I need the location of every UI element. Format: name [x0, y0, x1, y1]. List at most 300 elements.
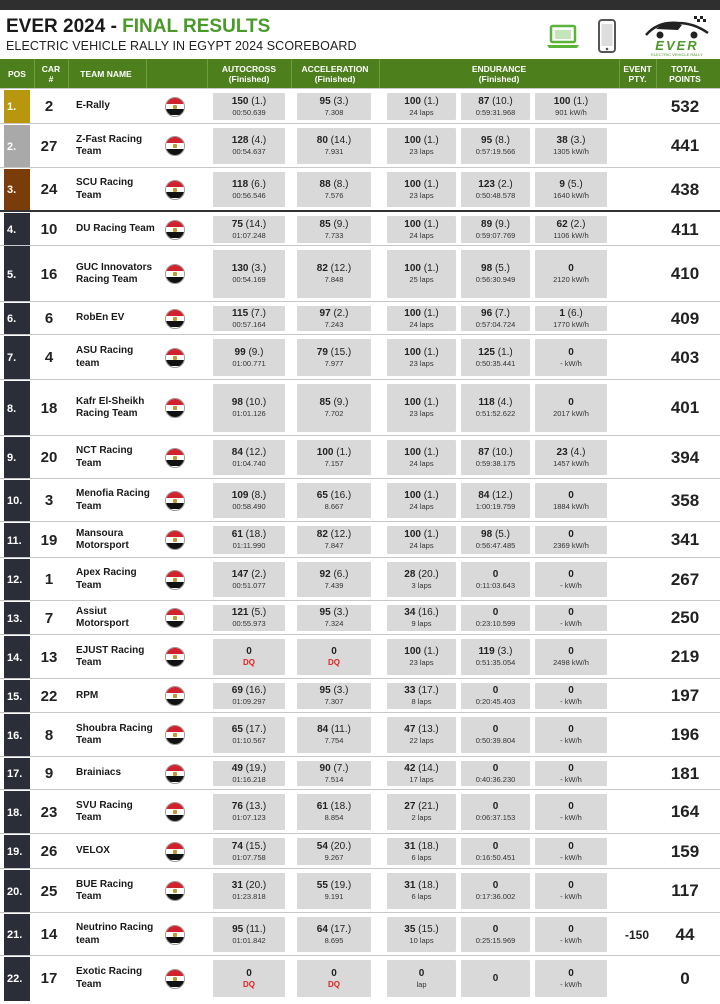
autocross-cell: [213, 838, 285, 865]
rank-value: (13.): [418, 724, 439, 735]
rank-value: (15.): [330, 346, 352, 358]
total-points: 441: [670, 136, 700, 155]
points-value: 0: [568, 967, 574, 979]
acceleration-cell-points: [297, 135, 371, 147]
rank-value: (19.): [330, 880, 352, 891]
table-row: [0, 334, 720, 380]
points-value: 0: [492, 762, 499, 774]
autocross-cell: [213, 605, 285, 631]
energy-cell-points: [535, 607, 607, 619]
car-number: 23: [40, 803, 58, 821]
event-penalty: [620, 212, 654, 247]
car-number: 14: [40, 926, 58, 943]
car-number: 13: [40, 648, 58, 666]
energy-cell-detail: - kW/h: [560, 852, 582, 862]
autocross-cell-detail: 00:57.164: [232, 319, 266, 329]
endurance-laps-cell: [387, 526, 456, 554]
energy-cell-points: [535, 880, 607, 892]
acceleration-cell-points: [297, 308, 371, 320]
energy-cell-detail: 2369 kW/h: [553, 541, 589, 550]
logo-subtext: ELECTRIC VEHICLE RALLY: [651, 52, 703, 57]
points-value: 31: [404, 840, 416, 852]
points-value: 85: [319, 218, 331, 230]
efficiency-time-cell-detail: 0:11:03.643: [475, 580, 516, 590]
table-row: [0, 833, 720, 869]
car-number: 7: [44, 609, 54, 627]
acceleration-cell-points: [297, 397, 371, 409]
autocross-cell: [213, 873, 285, 909]
rank-value: (1.): [573, 95, 589, 107]
efficiency-time-cell-detail: 0:59:31.968: [475, 107, 516, 117]
energy-cell: [535, 873, 607, 909]
efficiency-time-cell-points: [461, 179, 530, 191]
energy-cell-points: [535, 179, 607, 191]
position-badge: 15.: [4, 680, 30, 713]
efficiency-time-cell-points: [461, 219, 530, 231]
acceleration-cell-points: [297, 263, 371, 275]
rank-value: (14.): [418, 762, 439, 774]
energy-cell-detail: - kW/h: [560, 358, 582, 368]
autocross-cell-points: [213, 447, 285, 459]
rank-value: (12.): [245, 446, 267, 458]
efficiency-time-cell: [461, 838, 530, 865]
autocross-cell-points: [213, 347, 285, 359]
points-value: 0: [492, 840, 499, 852]
points-value: 61: [231, 529, 243, 540]
points-value: 0: [492, 607, 499, 618]
autocross-cell-detail: 01:23.818: [232, 892, 266, 901]
autocross-cell-detail: 00:56.546: [232, 190, 266, 200]
rank-value: (2.): [251, 568, 267, 580]
acceleration-cell: [297, 761, 371, 786]
points-value: 75: [231, 218, 243, 230]
points-value: 74: [231, 840, 243, 852]
autocross-cell-points: [213, 529, 285, 541]
autocross-cell: [213, 440, 285, 475]
rank-value: (15.): [245, 840, 267, 852]
autocross-cell-points: [213, 569, 285, 581]
table-row: [0, 245, 720, 302]
egypt-flag-icon: [165, 686, 185, 706]
points-value: 0: [568, 263, 574, 274]
autocross-cell: [213, 794, 285, 830]
egypt-flag-icon: [165, 725, 185, 745]
team-name: VELOX: [76, 845, 110, 857]
autocross-cell-points: [213, 308, 285, 320]
egypt-flag-icon: [165, 264, 185, 284]
acceleration-cell: [297, 717, 371, 753]
acceleration-cell-detail: 7.308: [324, 107, 344, 117]
rank-value: (20.): [245, 880, 267, 891]
egypt-flag-icon: [165, 309, 185, 329]
energy-cell-points: [535, 347, 607, 359]
efficiency-time-cell: [461, 639, 530, 675]
rank-value: (8.): [251, 489, 267, 501]
efficiency-time-cell: [461, 794, 530, 830]
energy-cell-points: [535, 569, 607, 581]
endurance-laps-cell: [387, 917, 456, 952]
points-value: 115: [232, 307, 249, 319]
total-points: 267: [670, 569, 700, 589]
rank-value: (10.): [492, 95, 513, 107]
points-value: 55: [316, 880, 328, 891]
points-value: 0: [492, 568, 499, 580]
acceleration-cell-points: [297, 924, 371, 936]
points-value: 84: [231, 446, 243, 458]
endurance-laps-cell-points: [387, 607, 456, 619]
efficiency-time-cell: [461, 93, 530, 120]
total-points: 438: [670, 179, 700, 199]
rank-value: (16.): [418, 607, 439, 618]
acceleration-cell: [297, 250, 371, 298]
acceleration-cell-points: [297, 763, 371, 775]
points-value: 100: [404, 95, 421, 107]
autocross-cell-points: [213, 801, 285, 813]
acceleration-cell-points: [297, 447, 371, 459]
team-name: Kafr El-Sheikh Racing Team: [76, 395, 145, 419]
points-value: 95: [319, 95, 331, 107]
team-name: DU Racing Team: [76, 223, 155, 235]
position-badge: 11.: [4, 523, 30, 558]
egypt-flag-icon: [165, 97, 185, 117]
endurance-laps-cell: [387, 794, 456, 830]
efficiency-time-cell-detail: 0:56:47.485: [475, 541, 516, 550]
endurance-laps-cell-points: [387, 724, 456, 736]
points-value: 87: [478, 95, 490, 107]
efficiency-time-cell: [461, 128, 530, 164]
points-value: 100: [404, 646, 421, 657]
points-value: 100: [404, 263, 421, 274]
team-name: SVU Racing Team: [76, 799, 133, 823]
points-value: 0: [492, 923, 499, 935]
endurance-laps-cell: [387, 250, 456, 298]
points-value: 0: [492, 724, 499, 735]
rank-value: (1.): [423, 397, 439, 408]
energy-cell-detail: 1770 kW/h: [553, 319, 589, 329]
points-value: 125: [478, 346, 495, 358]
efficiency-time-cell-points: [461, 447, 530, 459]
event-penalty: [620, 168, 654, 211]
points-value: 0: [568, 880, 574, 891]
endurance-laps-cell-detail: 9 laps: [411, 619, 432, 628]
autocross-cell: [213, 306, 285, 331]
efficiency-time-cell: [461, 306, 530, 331]
efficiency-time-cell-detail: 0:50:48.578: [475, 190, 516, 200]
col-autocross: AUTOCROSS (Finished): [221, 63, 277, 84]
egypt-flag-icon: [165, 491, 185, 511]
total-points: 219: [670, 647, 700, 666]
position-badge: 4.: [4, 213, 30, 247]
efficiency-time-cell: [461, 440, 530, 475]
rank-value: (1.): [423, 489, 439, 501]
endurance-laps-cell-points: [387, 96, 456, 108]
autocross-cell: [213, 172, 285, 207]
points-value: 0: [418, 967, 425, 979]
energy-cell-detail: 1884 kW/h: [553, 501, 589, 511]
team-name: BUE Racing Team: [76, 878, 134, 902]
laptop-icon[interactable]: [546, 24, 580, 50]
efficiency-time-cell-points: [461, 397, 530, 409]
points-value: 128: [231, 135, 249, 146]
team-name: Shoubra Racing Team: [76, 722, 153, 746]
energy-cell-detail: 2498 kW/h: [553, 658, 589, 667]
energy-cell-points: [535, 529, 607, 541]
energy-cell: [535, 172, 607, 207]
acceleration-cell: [297, 683, 371, 709]
efficiency-time-cell-detail: 0:56:30.949: [475, 275, 516, 284]
rank-value: (1.): [423, 178, 439, 190]
points-value: 0: [568, 397, 574, 408]
endurance-laps-cell-points: [387, 347, 456, 359]
autocross-cell-detail: 01:07.758: [232, 852, 266, 862]
rank-value: (1.): [423, 346, 439, 358]
endurance-laps-cell-detail: 24 laps: [409, 501, 434, 511]
endurance-laps-cell-points: [387, 968, 456, 980]
endurance-laps-cell-detail: 2 laps: [411, 813, 432, 822]
autocross-cell: [213, 93, 285, 120]
position-badge: 8.: [4, 381, 30, 436]
car-number: 25: [40, 882, 58, 900]
points-value: 31: [231, 880, 243, 891]
event-penalty: [620, 89, 654, 124]
event-penalty: [620, 679, 654, 713]
page-title: EVER 2024 - FINAL RESULTS: [6, 16, 271, 37]
autocross-cell: [213, 526, 285, 554]
points-value: 95: [319, 607, 331, 618]
efficiency-time-cell: [461, 250, 530, 298]
rank-value: (6.): [250, 178, 266, 190]
rank-value: (20.): [330, 840, 352, 852]
rank-value: (14.): [330, 135, 352, 146]
rank-value: (16.): [330, 489, 352, 501]
event-penalty: [620, 479, 654, 522]
efficiency-time-cell-detail: 0:20:45.403: [475, 697, 516, 706]
rank-value: (12.): [330, 529, 352, 540]
energy-cell-detail: - kW/h: [560, 774, 582, 784]
points-value: 130: [231, 263, 249, 274]
points-value: 0: [492, 685, 499, 696]
points-value: 98: [231, 397, 243, 408]
points-value: 0: [568, 685, 574, 696]
col-team: TEAM NAME: [80, 68, 132, 79]
team-name: ASU Racing team: [76, 345, 134, 369]
endurance-laps-cell-detail: 10 laps: [409, 935, 434, 945]
endurance-laps-cell: [387, 717, 456, 753]
event-penalty: [620, 869, 654, 913]
acceleration-cell-points: [297, 96, 371, 108]
endurance-laps-cell-points: [387, 646, 456, 658]
autocross-cell: [213, 683, 285, 709]
efficiency-time-cell-detail: 0:16:50.451: [475, 852, 516, 862]
table-header: [0, 59, 720, 88]
points-value: 85: [319, 397, 331, 408]
autocross-cell-detail: 00:55.973: [232, 619, 266, 628]
acceleration-cell-points: [297, 569, 371, 581]
autocross-cell: [213, 639, 285, 675]
efficiency-time-cell: [461, 917, 530, 952]
rank-value: (14.): [245, 218, 267, 230]
efficiency-time-cell-points: [461, 973, 530, 985]
team-name: Mansoura Motorsport: [76, 527, 129, 551]
acceleration-cell-detail: 7.847: [324, 541, 344, 550]
endurance-laps-cell: [387, 483, 456, 518]
points-value: 61: [316, 801, 328, 812]
points-value: 0: [568, 840, 574, 852]
efficiency-time-cell: [461, 562, 530, 597]
autocross-cell: [213, 483, 285, 518]
energy-cell: [535, 483, 607, 518]
rank-value: (9.): [333, 397, 349, 408]
autocross-cell-detail: 01:10.567: [232, 736, 266, 745]
rank-value: (10.): [245, 397, 267, 408]
acceleration-cell-detail: 7.439: [324, 580, 344, 590]
points-value: 100: [404, 529, 421, 540]
total-points: 394: [670, 447, 700, 467]
rank-value: (3.): [251, 263, 267, 274]
table-row: [0, 756, 720, 790]
endurance-laps-cell-detail: 24 laps: [409, 458, 434, 468]
team-name: Z-Fast Racing Team: [76, 133, 143, 157]
energy-cell-detail: 901 kW/h: [555, 107, 587, 117]
endurance-laps-cell: [387, 384, 456, 432]
points-value: 47: [404, 724, 416, 735]
efficiency-time-cell-detail: 1:00:19.759: [475, 501, 516, 511]
rank-value: (3.): [570, 135, 586, 146]
energy-cell-points: [535, 397, 607, 409]
points-value: 84: [317, 724, 329, 735]
energy-cell-points: [535, 490, 607, 502]
position-badge: 18.: [4, 791, 30, 834]
page-subtitle: ELECTRIC VEHICLE RALLY IN EGYPT 2024 SCOREBOARD: [6, 39, 357, 53]
endurance-laps-cell: [387, 873, 456, 909]
rank-value: (16.): [245, 685, 267, 696]
event-penalty: [620, 956, 654, 1001]
efficiency-time-cell-points: [461, 96, 530, 108]
points-value: 0: [246, 646, 252, 657]
acceleration-cell: [297, 794, 371, 830]
rank-value: (3.): [333, 95, 349, 107]
rank-value: (9.): [494, 218, 510, 230]
energy-cell-points: [535, 447, 607, 459]
endurance-laps-cell-detail: 23 laps: [409, 147, 434, 156]
points-value: 87: [478, 446, 490, 458]
autocross-cell-points: [213, 841, 285, 853]
event-penalty: [620, 302, 654, 335]
egypt-flag-icon: [165, 220, 185, 240]
acceleration-cell: [297, 483, 371, 518]
autocross-cell-detail: 00:54.169: [232, 275, 266, 284]
points-value: 97: [319, 307, 331, 319]
autocross-cell-points: [213, 96, 285, 108]
endurance-laps-cell-detail: 23 laps: [409, 658, 434, 667]
efficiency-time-cell-detail: 0:59:07.769: [475, 230, 516, 240]
position-badge: 5.: [4, 247, 30, 302]
endurance-laps-cell-points: [387, 841, 456, 853]
efficiency-time-cell-detail: 0:57:04.724: [475, 319, 516, 329]
acceleration-cell-detail: 9.267: [324, 852, 344, 862]
table-row: [0, 88, 720, 124]
points-value: 0: [568, 607, 574, 618]
egypt-flag-icon: [165, 881, 185, 901]
energy-cell: [535, 639, 607, 675]
points-value: 96: [481, 307, 493, 319]
energy-cell-detail: - kW/h: [560, 813, 582, 822]
acceleration-cell-points: [297, 968, 371, 980]
efficiency-time-cell-detail: 0:51:52.622: [475, 409, 516, 418]
autocross-cell: [213, 339, 285, 376]
rank-value: (3.): [333, 607, 349, 618]
position-badge: 13.: [4, 602, 30, 635]
position-badge: 6.: [4, 303, 30, 335]
endurance-laps-cell-points: [387, 219, 456, 231]
acceleration-cell-detail: 7.243: [324, 319, 344, 329]
endurance-laps-cell-detail: 3 laps: [411, 580, 432, 590]
autocross-cell-detail: 01:04.740: [232, 458, 266, 468]
autocross-cell-points: [213, 607, 285, 619]
rank-value: (1.): [423, 529, 439, 540]
dq-label: DQ: [243, 979, 255, 989]
team-name: GUC Innovators Racing Team: [76, 261, 153, 285]
autocross-cell-detail: 00:54.637: [232, 147, 266, 156]
acceleration-cell-detail: 7.157: [324, 458, 344, 468]
acceleration-cell: [297, 93, 371, 120]
energy-cell: [535, 794, 607, 830]
efficiency-time-cell: [461, 717, 530, 753]
points-value: 0: [568, 923, 574, 935]
energy-cell-detail: - kW/h: [560, 935, 582, 945]
points-value: 69: [231, 685, 243, 696]
acceleration-cell: [297, 605, 371, 631]
acceleration-cell-detail: 7.576: [324, 190, 344, 200]
acceleration-cell-detail: 7.848: [324, 275, 344, 284]
car-number: 26: [40, 843, 58, 860]
endurance-laps-cell-points: [387, 685, 456, 697]
autocross-cell-detail: 01:00.771: [232, 358, 266, 368]
phone-icon[interactable]: [597, 19, 617, 53]
autocross-cell-points: [213, 880, 285, 892]
points-value: 38: [556, 135, 568, 146]
rank-value: (13.): [245, 801, 267, 812]
car-number: 27: [40, 137, 58, 155]
rank-value: (7.): [333, 762, 349, 774]
efficiency-time-cell-detail: 0:25:15.969: [475, 935, 516, 945]
acceleration-cell-points: [297, 179, 371, 191]
col-penalty: EVENT PTY.: [623, 63, 652, 84]
acceleration-cell-detail: 7.514: [324, 774, 344, 784]
energy-cell-detail: - kW/h: [560, 697, 582, 706]
endurance-laps-cell: [387, 683, 456, 709]
efficiency-time-cell-detail: 0:23:10.599: [475, 619, 516, 628]
total-points: 250: [670, 608, 700, 627]
energy-cell-detail: 2017 kW/h: [553, 409, 589, 418]
points-value: 100: [404, 178, 421, 190]
car-number: 17: [40, 970, 58, 987]
rank-value: (1.): [423, 218, 439, 230]
autocross-cell-detail: 01:01.842: [232, 935, 266, 945]
energy-cell-points: [535, 841, 607, 853]
col-car: CAR #: [41, 63, 61, 84]
rank-value: (6.): [567, 307, 583, 319]
points-value: 62: [556, 218, 568, 230]
position-badge: 7.: [4, 336, 30, 380]
acceleration-cell: [297, 562, 371, 597]
acceleration-cell-detail: 8.854: [324, 813, 344, 822]
rank-value: (5.): [494, 263, 510, 274]
rank-value: (2.): [333, 307, 349, 319]
efficiency-time-cell-points: [461, 347, 530, 359]
acceleration-cell-detail: 7.307: [324, 697, 344, 706]
points-value: 123: [478, 178, 495, 190]
